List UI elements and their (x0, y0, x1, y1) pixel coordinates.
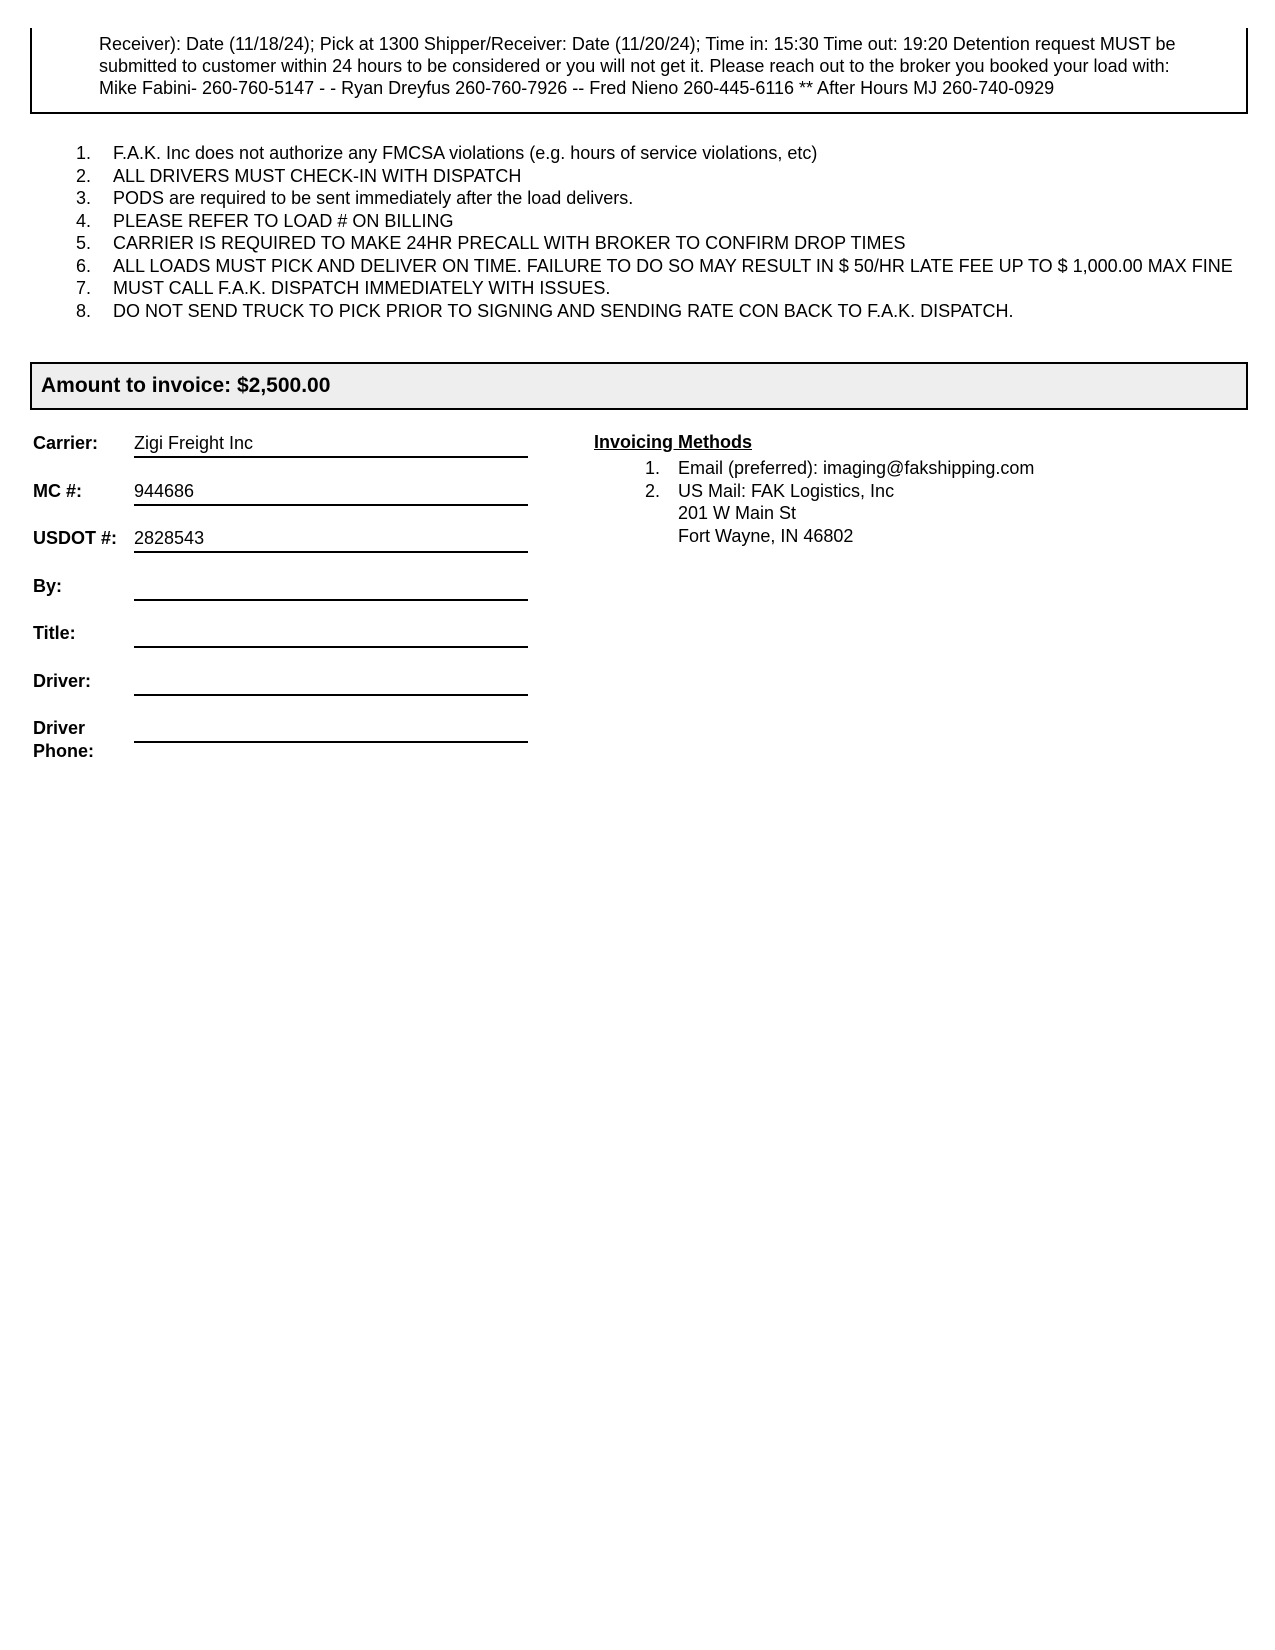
terms-item-text: PODS are required to be sent immediately after the load delivers. (113, 188, 634, 208)
terms-item-text: ALL LOADS MUST PICK AND DELIVER ON TIME. FAILURE TO DO SO MAY RESULT IN $ 50/HR LATE FEE UP TO $ 1,000.00 MAX FINE (113, 255, 1233, 276)
detention-notes-box (30, 28, 1248, 114)
title-field[interactable] (134, 622, 528, 648)
invoicing-method-number: 1. (645, 458, 661, 478)
terms-item (76, 142, 1256, 165)
terms-item-number: 2. (76, 165, 92, 186)
invoicing-method-number: 2. (645, 480, 661, 501)
terms-item (76, 187, 1256, 210)
mail-address-line: Fort Wayne, IN 46802 (678, 525, 854, 546)
terms-item-number: 4. (76, 210, 92, 231)
terms-item-text: ALL DRIVERS MUST CHECK-IN WITH DISPATCH (113, 165, 522, 186)
terms-item (76, 210, 1256, 233)
driver-row (33, 670, 528, 718)
driver-label: Driver: (33, 671, 92, 691)
amount-to-invoice-text: Amount to invoice: $2,500.00 (41, 374, 331, 397)
invoicing-methods-title: Invoicing Methods (594, 432, 753, 452)
terms-item (76, 165, 1256, 188)
terms-item-number: 6. (76, 255, 92, 276)
title-label: Title: (33, 623, 76, 643)
terms-item (76, 300, 1256, 323)
terms-item-text: MUST CALL F.A.K. DISPATCH IMMEDIATELY WITH ISSUES. (113, 278, 611, 298)
driver-phone-field[interactable] (134, 717, 528, 743)
terms-item-text: PLEASE REFER TO LOAD # ON BILLING (113, 210, 454, 231)
usdot-label: USDOT #: (33, 528, 118, 548)
terms-item-number: 1. (76, 143, 92, 163)
mc-number-row (33, 480, 528, 528)
usdot-row (33, 527, 528, 575)
usdot-field[interactable]: 2828543 (134, 527, 528, 553)
terms-item-number: 3. (76, 188, 92, 208)
mc-number-label: MC #: (33, 481, 82, 501)
terms-item (76, 277, 1256, 300)
mail-address-line: US Mail: FAK Logistics, Inc (678, 480, 895, 501)
invoicing-method-item (645, 480, 1034, 548)
terms-item-text: CARRIER IS REQUIRED TO MAKE 24HR PRECALL WITH BROKER TO CONFIRM DROP TIMES (113, 233, 906, 253)
carrier-row (33, 432, 528, 480)
mail-address-line: 201 W Main St (678, 503, 797, 523)
by-field[interactable] (134, 575, 528, 601)
invoicing-method-item (645, 457, 1034, 480)
terms-item-text: DO NOT SEND TRUCK TO PICK PRIOR TO SIGNING AND SENDING RATE CON BACK TO F.A.K. DISPATCH. (113, 300, 1014, 321)
driver-field[interactable] (134, 670, 528, 696)
invoicing-methods-list (645, 457, 1034, 547)
title-row (33, 622, 528, 670)
notes-line: Mike Fabini- 260-760-5147 - - Ryan Dreyfus 260-760-7926 -- Fred Nieno 260-445-6116 ** After Hours MJ 260-740-0929 (99, 78, 1055, 98)
invoicing-method-text (678, 480, 1034, 548)
driver-phone-label (33, 717, 133, 763)
notes-line: Receiver): Date (11/18/24); Pick at 1300 Shipper/Receiver: Date (11/20/24); Time in: 15:30 Time out: 19:20 Detention request MUST be (99, 34, 1176, 54)
terms-item (76, 232, 1256, 255)
carrier-label: Carrier: (33, 433, 99, 453)
carrier-field[interactable]: Zigi Freight Inc (134, 432, 528, 458)
terms-item-number: 5. (76, 233, 92, 253)
terms-item (76, 255, 1256, 278)
detention-notes-text (99, 33, 1244, 99)
terms-item-number: 8. (76, 300, 92, 321)
driver-phone-row (33, 717, 528, 765)
by-row (33, 575, 528, 623)
invoicing-method-email: Email (preferred): imaging@fakshipping.com (678, 458, 1035, 478)
terms-item-text: F.A.K. Inc does not authorize any FMCSA violations (e.g. hours of service violations, etc) (113, 143, 818, 163)
terms-item-number: 7. (76, 278, 92, 298)
amount-to-invoice-box (30, 362, 1248, 410)
mc-number-field[interactable]: 944686 (134, 480, 528, 506)
driver-phone-label-line: Phone: (33, 741, 94, 761)
driver-phone-label-line: Driver (33, 718, 86, 738)
invoicing-method-text (678, 457, 1034, 480)
terms-list (76, 142, 1256, 322)
notes-line: submitted to customer within 24 hours to be considered or you will not get it. Please reach out to the broker you booked your load with: (99, 56, 1170, 76)
by-label: By: (33, 576, 63, 596)
